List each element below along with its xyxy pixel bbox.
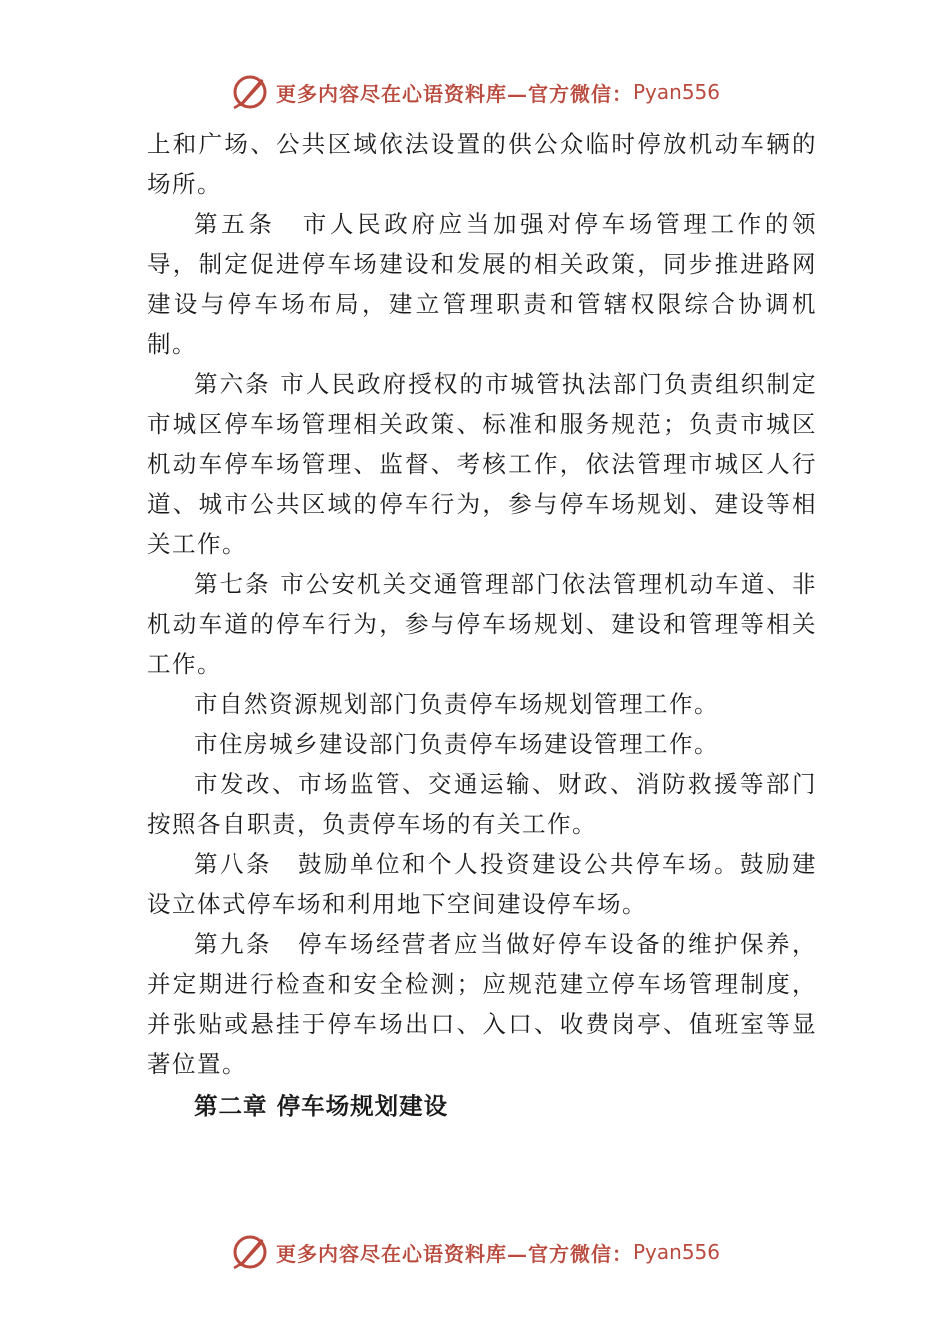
article-7-clause-4: 市发改、市场监管、交通运输、财政、消防救援等部门按照各自职责，负责停车场的有关工作。 (147, 770, 817, 838)
article-7-clause-2: 市自然资源规划部门负责停车场规划管理工作。 (194, 690, 719, 718)
footer-watermark (0, 1230, 950, 1274)
document-body (147, 124, 817, 1128)
wechat-id: Pyan556 (632, 1240, 720, 1264)
article-8: 第八条 鼓励单位和个人投资建设公共停车场。鼓励建设立体式停车场和利用地下空间建设停车场。 (147, 850, 817, 918)
quill-seal-icon (230, 72, 270, 112)
watermark-text: 更多内容尽在心语资料库—官方微信： (275, 81, 633, 106)
article-5: 第五条 市人民政府应当加强对停车场管理工作的领导，制定促进停车场建设和发展的相关政策，同步推进路网建设与停车场布局，建立管理职责和管辖权限综合协调机制。 (147, 210, 817, 358)
article-9: 第九条 停车场经营者应当做好停车设备的维护保养，并定期进行检查和安全检测；应规范建立停车场管理制度，并张贴或悬挂于停车场出口、入口、收费岗亭、值班室等显著位置。 (147, 930, 817, 1078)
article-7-clause-3: 市住房城乡建设部门负责停车场建设管理工作。 (194, 730, 719, 758)
wechat-id: Pyan556 (632, 80, 720, 104)
paragraph-continuation: 上和广场、公共区域依法设置的供公众临时停放机动车辆的场所。 (147, 130, 817, 198)
quill-seal-icon (230, 1232, 270, 1272)
chapter-heading: 第二章 停车场规划建设 (194, 1092, 449, 1120)
watermark-text: 更多内容尽在心语资料库—官方微信： (275, 1241, 633, 1266)
article-6: 第六条 市人民政府授权的市城管执法部门负责组织制定市城区停车场管理相关政策、标准和服务规范；负责市城区机动车停车场管理、监督、考核工作，依法管理市城区人行道、城市公共区域的停车行为，参与停车场规划、建设等相关工作。 (147, 370, 817, 558)
article-7: 第七条 市公安机关交通管理部门依法管理机动车道、非机动车道的停车行为，参与停车场规划、建设和管理等相关工作。 (147, 570, 817, 678)
header-watermark (0, 70, 950, 114)
